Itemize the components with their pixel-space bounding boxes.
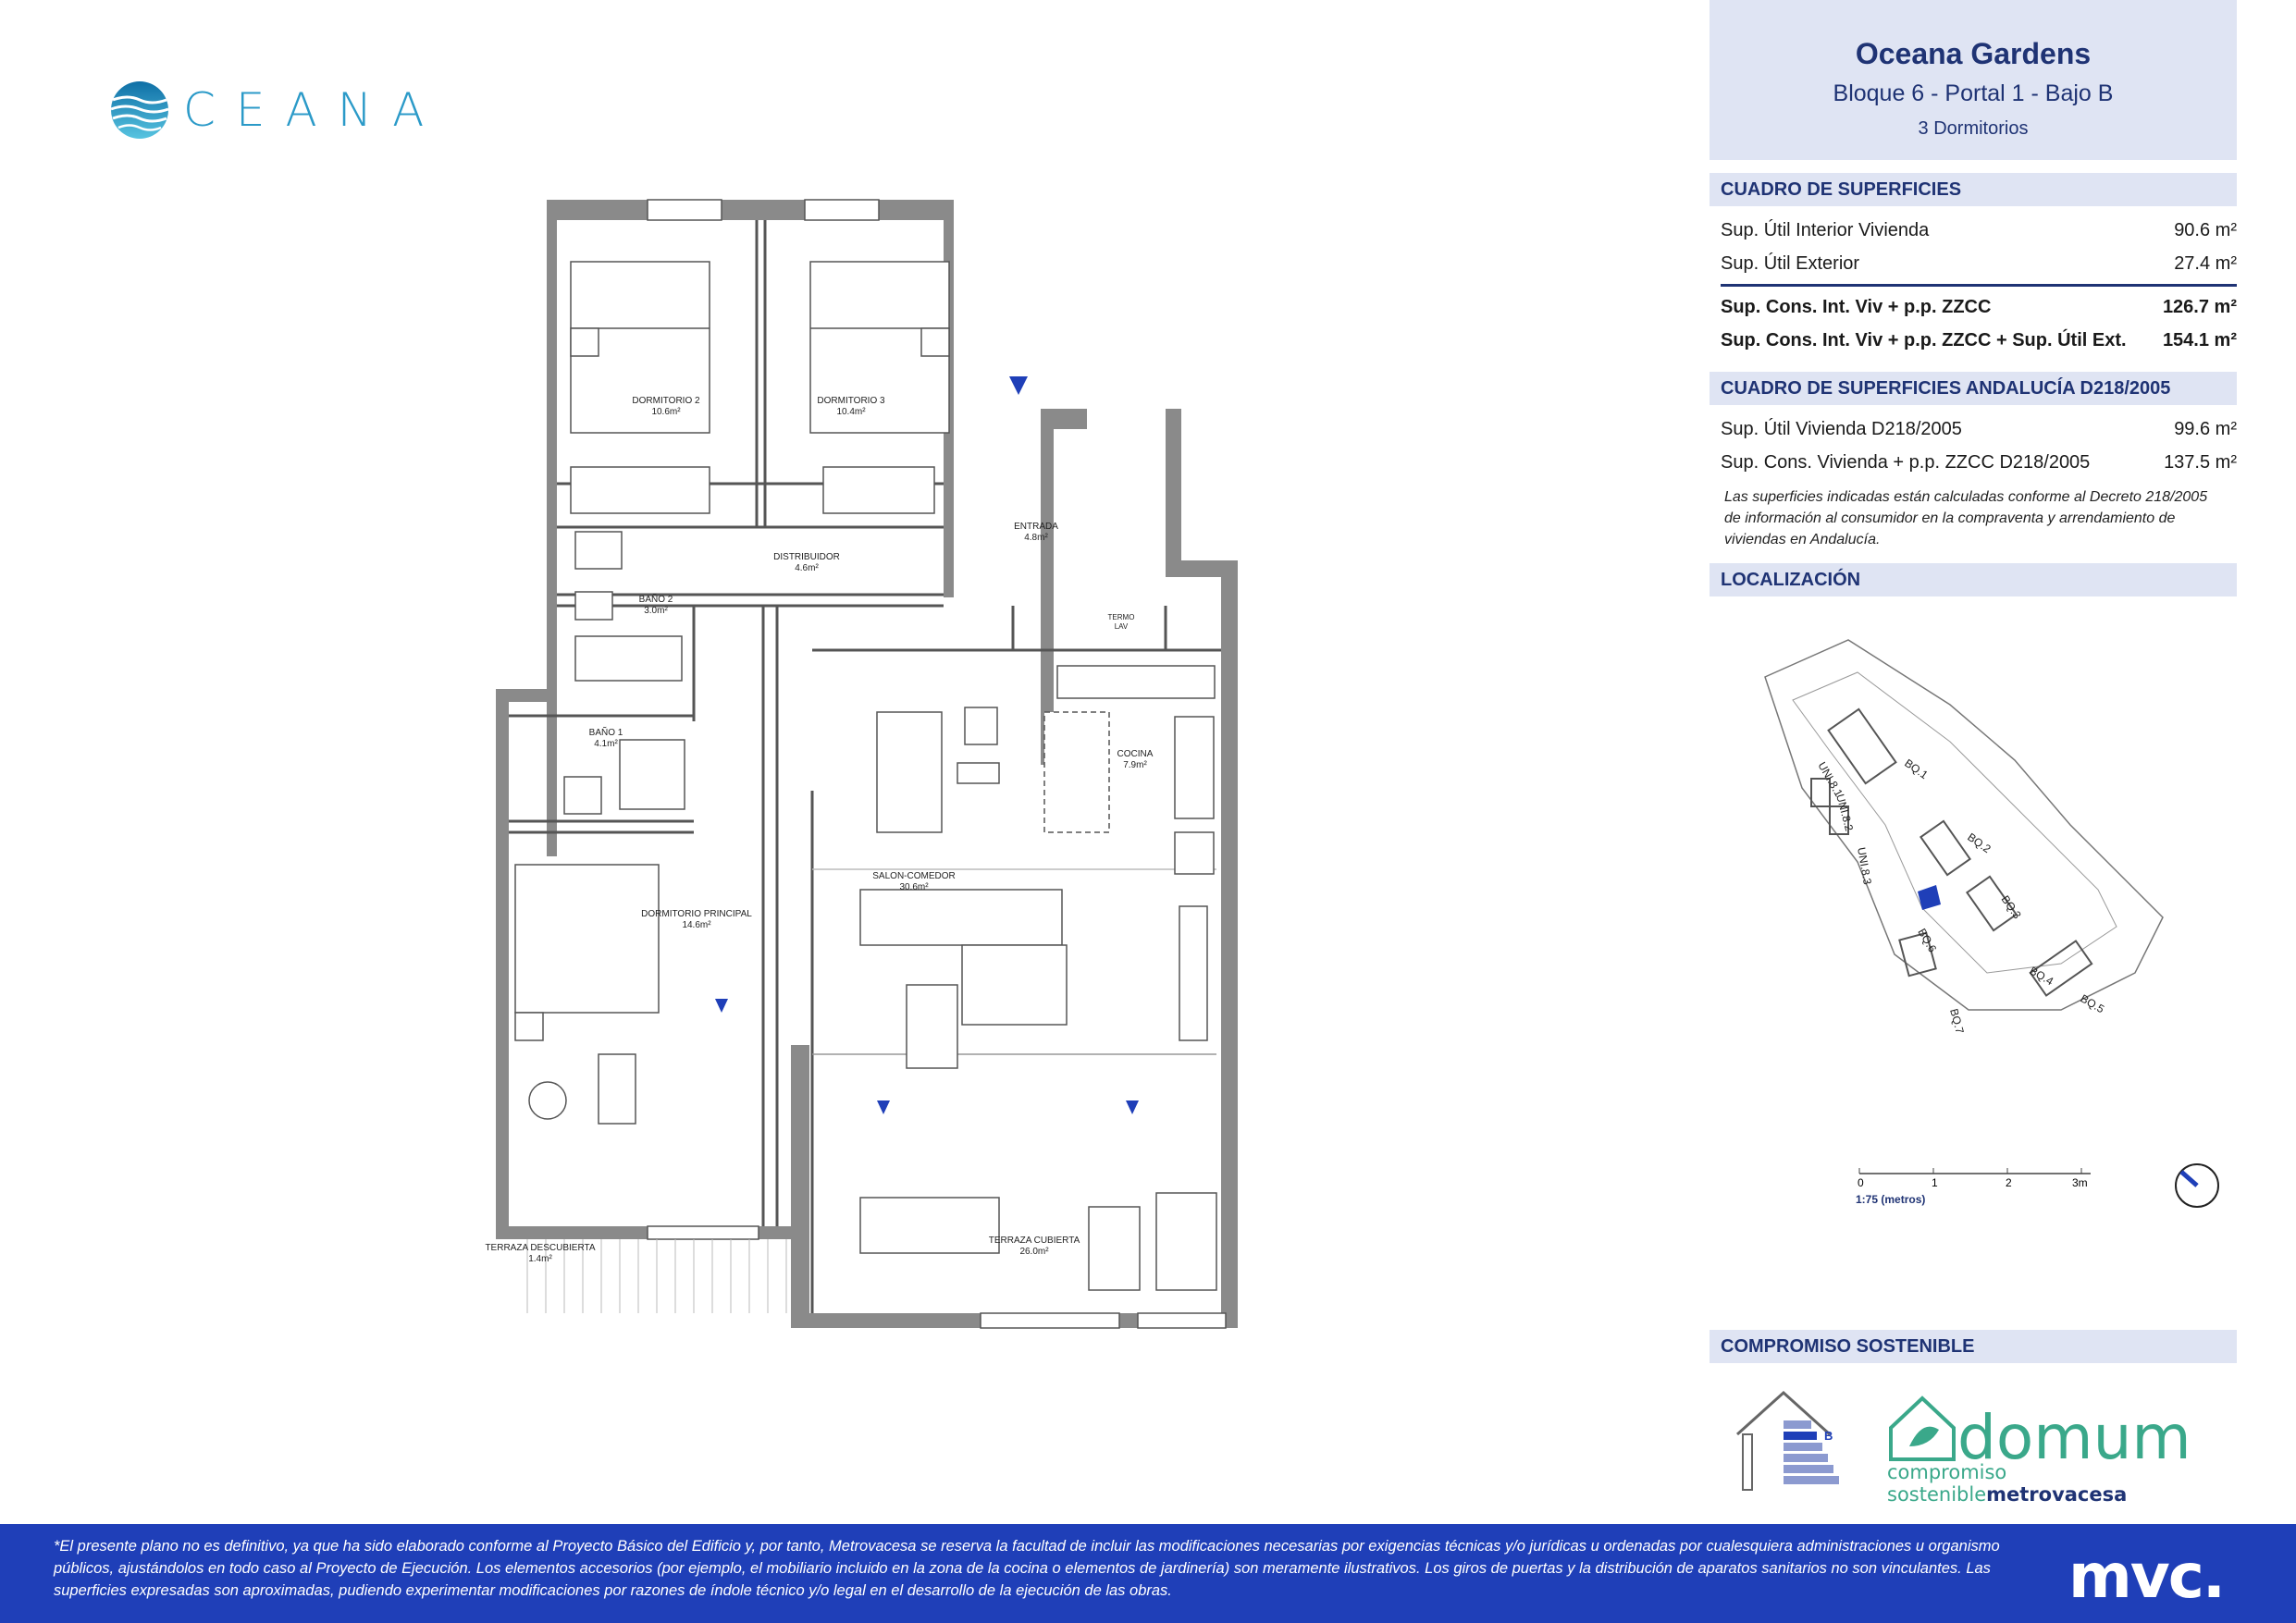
development-title: Oceana Gardens [1855,37,2092,70]
andalucia-row [1710,412,2237,446]
sustainable-heading: COMPROMISO SOSTENIBLE [1710,1330,2237,1363]
surface-label: Sup. Útil Exterior [1721,253,1860,274]
surface-value: 90.6 m² [2174,220,2237,240]
unit-subtitle: Bloque 6 - Portal 1 - Bajo B [1833,80,2114,106]
surface-total-row [1710,290,2237,324]
unit-label: UNI.8.3 [1855,846,1874,886]
block-label: BQ.2 [1965,830,1994,856]
title-box [1710,0,2237,160]
terraza-cub-area: 26.0m² [1019,1247,1049,1257]
furniture [515,262,1216,1290]
oceana-logo [109,80,444,141]
scale-tick: 0 [1858,1176,1864,1189]
terraza-cub-name: TERRAZA CUBIERTA [988,1236,1080,1246]
unit-label: UNI.8.2 [1833,793,1857,833]
block-label: BQ.7 [1947,1007,1967,1036]
domum-house-icon [1885,1391,1959,1465]
surface-label: Sup. Cons. Int. Viv + p.p. ZZCC [1721,297,1992,317]
block-label: BQ.1 [1902,756,1931,782]
surface-label: Sup. Útil Interior Vivienda [1721,220,1930,240]
access-arrow-icon [877,1100,890,1114]
disclaimer-text: *El presente plano no es definitivo, ya que ha sido elaborado conforme al Proyecto Básico del Edificio y, por tanto, Metrovacesa se reserva la facultad de incluir las modificaciones necesarias por exigencias técnicas y/o jurídicas u ordenadas por cualesquiera administraciones u organismo públicos, ajustándolos en todo caso al Proyecto de Ejecución. Los elementos accesorios (por ejemplo, el mobiliario incluido en la zona de la cocina o elementos de jardinería) son meramente ilustrativos. Los giros de puertas y la distribución de aparatos sanitarios no son vinculantes. Las superficies expresadas son aproximadas, pudiendo experimentar modificaciones por razones de índole técnico y/o legal en el desarrollo de la ejecución de las obras. [54,1538,2000,1599]
block-label: BQ.6 [1915,926,1940,955]
entrada-name: ENTRADA [1014,522,1058,532]
surfaces-heading: CUADRO DE SUPERFICIES [1710,173,2237,206]
scale-label: 1:75 (metros) [1856,1193,1926,1206]
location-heading: LOCALIZACIÓN [1710,563,2237,596]
access-arrow-icon [715,999,728,1013]
mvc-logo: mvc. [2068,1541,2224,1612]
surface-row [1710,247,2237,280]
unit-label: UNI.8.1 [1815,759,1845,799]
surface-row [1710,214,2237,247]
logo-wordmark: CEANA [183,83,445,137]
andalucia-value: 99.6 m² [2174,419,2237,439]
block-label: BQ.3 [1998,892,2024,922]
dormitorio2-area: 10.6m² [651,407,681,417]
surface-value: 126.7 m² [2162,297,2237,317]
entry-arrow-icon [1009,376,1028,395]
salon-name: SALON-COMEDOR [872,871,956,881]
cocina-name: COCINA [1117,749,1154,759]
domum-wordmark: domum [1957,1402,2191,1473]
sustainable-logos [1710,1358,2237,1515]
location-map [1710,621,2237,1121]
bano1-name: BAÑO 1 [588,728,623,738]
andalucia-label: Sup. Útil Vivienda D218/2005 [1721,419,1962,439]
entrada-area: 4.8m² [1024,533,1048,543]
bano1-area: 4.1m² [594,739,618,749]
salon-area: 30.6m² [899,882,929,892]
andalucia-note: Las superficies indicadas están calculadas conforme al Decreto 218/2005 de información al consumidor en la compraventa y arrendamiento de viviendas en Andalucía. [1724,489,2208,547]
terraza-desc-name: TERRAZA DESCUBIERTA [485,1243,596,1253]
bano2-area: 3.0m² [644,606,668,616]
dormitorio3-area: 10.4m² [836,407,866,417]
termo-line1: TERMO [1107,613,1135,621]
principal-area: 14.6m² [682,920,711,930]
block-label: BQ.5 [2078,991,2107,1016]
scale-legend [1850,1161,2239,1225]
andalucia-row [1710,446,2237,479]
energy-label-icon [1728,1383,1848,1494]
oceana-wave-icon [109,80,170,141]
divider [1721,284,2237,287]
north-arrow-icon [2181,1172,2197,1186]
domum-tagline: compromiso sosteniblemetrovacesa [1887,1461,2128,1506]
footer-disclaimer-bar [0,1524,2296,1623]
scale-tick: 1 [1932,1176,1938,1189]
terrace-table [529,1082,566,1119]
bano2-name: BAÑO 2 [638,595,673,605]
surface-value: 154.1 m² [2162,330,2237,350]
scale-tick: 2 [2006,1176,2012,1189]
andalucia-label: Sup. Cons. Vivienda + p.p. ZZCC D218/2005 [1721,452,2091,473]
surface-value: 27.4 m² [2174,253,2237,274]
bedrooms-label: 3 Dormitorios [1918,118,2029,139]
block-label: BQ.4 [2027,964,2056,989]
floor-plan [444,185,1258,1387]
info-panel [1710,0,2237,596]
distribuidor-area: 4.6m² [795,563,819,573]
termo-line2: LAV [1114,622,1129,631]
andalucia-heading: CUADRO DE SUPERFICIES ANDALUCÍA D218/2005 [1710,372,2237,405]
distribuidor-name: DISTRIBUIDOR [773,552,840,562]
access-arrow-icon [1126,1100,1139,1114]
terraza-desc-area: 1.4m² [528,1254,552,1264]
andalucia-value: 137.5 m² [2164,452,2237,473]
energy-class: B [1824,1429,1833,1443]
dormitorio3-name: DORMITORIO 3 [817,396,885,406]
dormitorio2-name: DORMITORIO 2 [632,396,700,406]
surface-total-row [1710,324,2237,357]
cocina-area: 7.9m² [1123,760,1147,770]
principal-name: DORMITORIO PRINCIPAL [641,909,752,919]
surface-label: Sup. Cons. Int. Viv + p.p. ZZCC + Sup. Útil Ext. [1721,330,2127,350]
scale-tick: 3m [2072,1176,2088,1189]
